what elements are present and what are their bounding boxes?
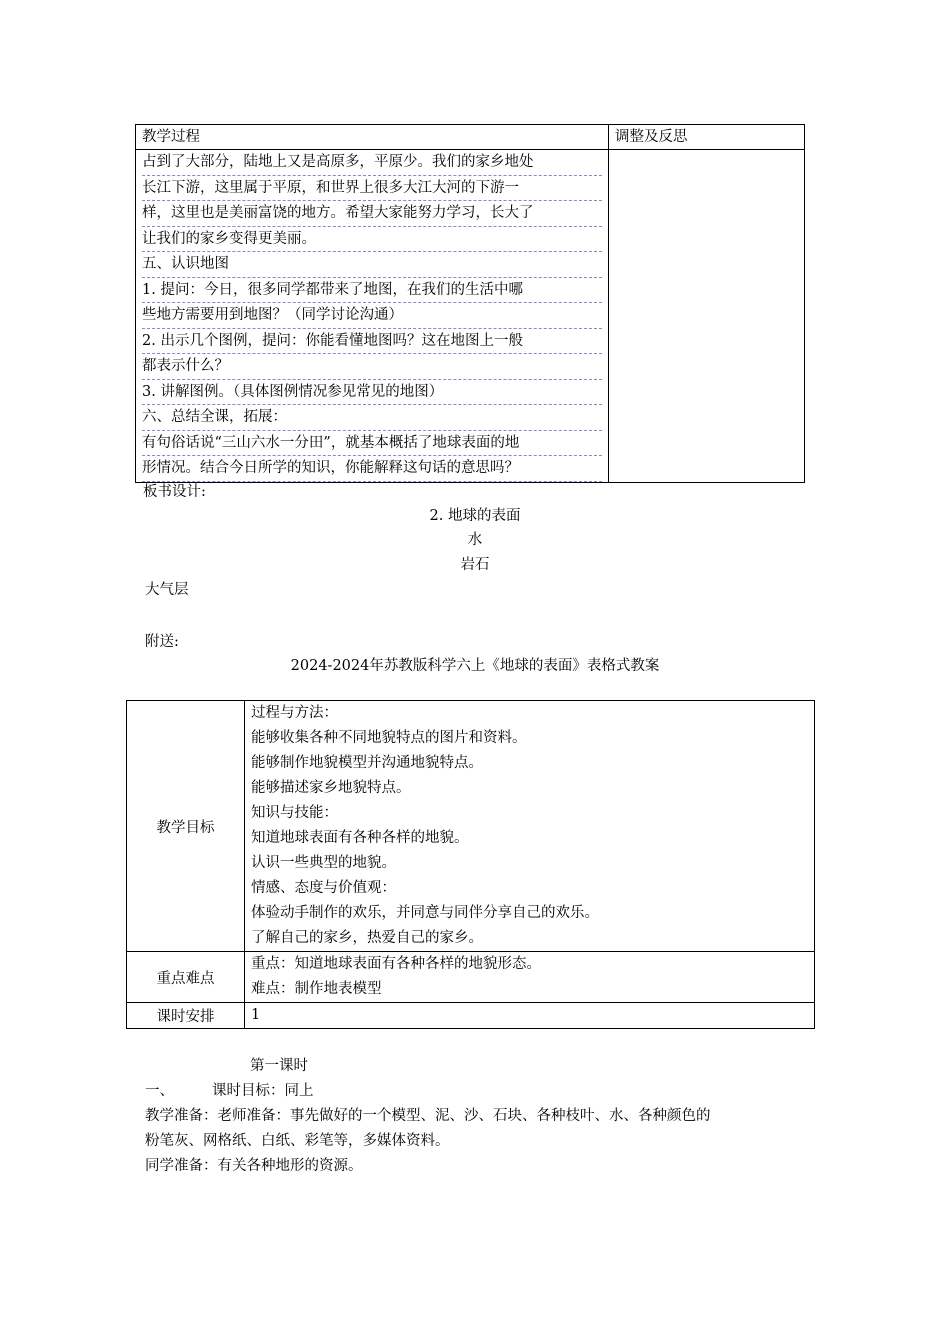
table-header-row	[136, 125, 805, 150]
board-atmosphere: 大气层	[145, 582, 189, 598]
process-line: 1. 提问：今日，很多同学都带来了地图，在我们的生活中哪	[142, 278, 602, 304]
goals-content	[245, 701, 815, 952]
goal-line: 认识一些典型的地貌。	[251, 855, 396, 871]
header-teaching-process: 教学过程	[136, 125, 609, 150]
hours-value	[245, 1003, 815, 1029]
header-adjust-reflect: 调整及反思	[609, 125, 805, 150]
hours-row	[127, 1003, 815, 1029]
teaching-process-table	[135, 124, 805, 483]
key-points-content	[245, 952, 815, 1003]
document-title: 2024-2024年苏教版科学六上《地球的表面》表格式教案	[290, 658, 660, 674]
process-line: 长江下游，这里属于平原，和世界上很多大江大河的下游一	[142, 176, 602, 202]
process-line: 些地方需要用到地图？（同学讨论沟通）	[142, 303, 602, 329]
student-prep: 同学准备：有关各种地形的资源。	[145, 1158, 363, 1174]
hours-label: 课时安排	[127, 1003, 245, 1029]
board-title: 2. 地球的表面	[429, 508, 521, 524]
lesson-title: 第一课时	[250, 1058, 308, 1074]
process-line: 有句俗话说“三山六水一分田”，就基本概括了地球表面的地	[142, 431, 602, 457]
table-body-row	[136, 150, 805, 483]
board-rock: 岩石	[460, 557, 490, 573]
goal-line: 了解自己的家乡，热爱自己的家乡。	[251, 930, 483, 946]
lesson-plan-table	[126, 700, 815, 1029]
goal-line: 情感、态度与价值观：	[251, 880, 396, 896]
process-line: 都表示什么？	[142, 354, 602, 380]
key-line: 重点：知道地球表面有各种各样的地貌形态。	[251, 956, 541, 972]
appendix-label: 附送:	[145, 634, 179, 650]
process-line: 五、认识地图	[142, 252, 602, 278]
reflection-cell	[609, 150, 805, 483]
goal-line: 能够描述家乡地貌特点。	[251, 780, 411, 796]
goal-line: 过程与方法：	[251, 705, 338, 721]
goal-line: 知道地球表面有各种各样的地貌。	[251, 830, 469, 846]
process-line: 样，这里也是美丽富饶的地方。希望大家能努力学习，长大了	[142, 201, 602, 227]
lesson-objective: 课时目标：同上	[212, 1083, 314, 1099]
board-water: 水	[467, 532, 483, 548]
key-line: 难点：制作地表模型	[251, 981, 382, 997]
process-line: 让我们的家乡变得更美丽。	[142, 227, 602, 253]
process-line: 形情况。结合今日所学的知识，你能解释这句话的意思吗？	[142, 456, 602, 482]
process-content-cell	[136, 150, 609, 483]
goal-line: 能够制作地貌模型并沟通地貌特点。	[251, 755, 483, 771]
teacher-prep-line-2: 粉笔灰、网格纸、白纸、彩笔等，多媒体资料。	[145, 1133, 450, 1149]
process-line: 六、总结全课，拓展：	[142, 405, 602, 431]
process-line: 占到了大部分，陆地上又是高原多，平原少。我们的家乡地处	[142, 150, 602, 176]
goal-line: 体验动手制作的欢乐，并同意与同伴分享自己的欢乐。	[251, 905, 599, 921]
key-points-row	[127, 952, 815, 1003]
goals-label: 教学目标	[127, 701, 245, 952]
goal-line: 知识与技能：	[251, 805, 338, 821]
board-design-label: 板书设计:	[143, 484, 206, 500]
process-line: 2. 出示几个图例，提问：你能看懂地图吗？这在地图上一般	[142, 329, 602, 355]
goals-row	[127, 701, 815, 952]
key-points-label: 重点难点	[127, 952, 245, 1003]
lesson-item-number: 一、	[145, 1083, 174, 1099]
process-line: 3. 讲解图例。（具体图例情况参见常见的地图）	[142, 380, 602, 406]
hours-number: 1	[251, 1007, 261, 1023]
teacher-prep-line-1: 教学准备：老师准备：事先做好的一个模型、泥、沙、石块、各种枝叶、水、各种颜色的	[145, 1108, 711, 1124]
goal-line: 能够收集各种不同地貌特点的图片和资料。	[251, 730, 527, 746]
